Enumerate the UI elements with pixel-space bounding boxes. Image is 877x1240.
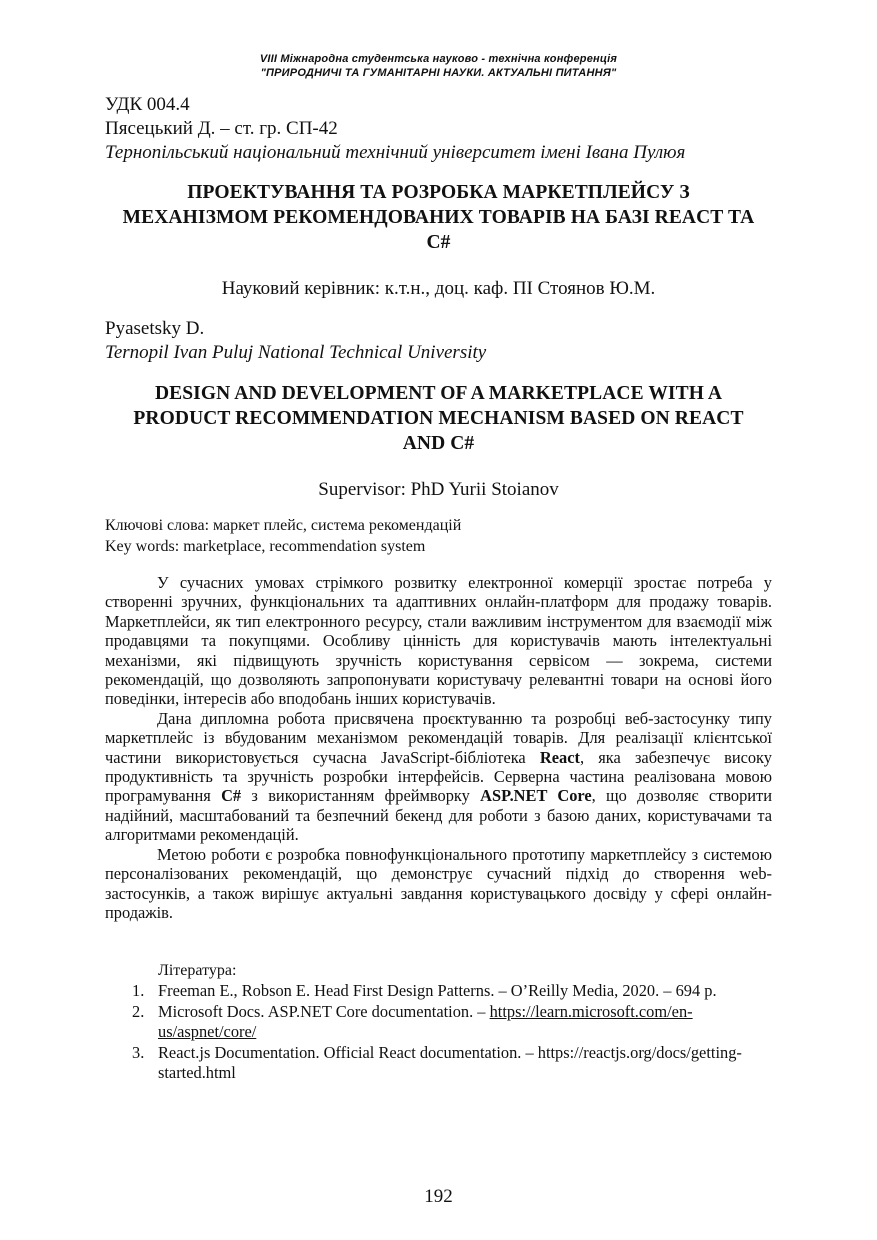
aspnet-term: ASP.NET Core [480,786,592,806]
title-ua-line: C# [426,232,451,253]
paragraph-2 [105,709,772,845]
csharp-term: C# [221,786,242,806]
paragraph-2-text: , що дозволяє створити надійний, масштабований та безпечний бекенд для роботи з базою даних, користувачами та алгоритмами рекомендацій. [105,786,772,845]
keywords-ua: Ключові слова: маркет плейс, система рекомендацій [105,517,462,534]
paragraph-3: Метою роботи є розробка повнофункціонального прототипу маркетплейсу з системою персоналізованих рекомендацій, що демонструє сучасний підхід до створення web-застосунків, а також вирішує актуальні завдання користувацького досвіду у сфері онлайн-продажів. [105,844,772,922]
paragraph-1: У сучасних умовах стрімкого розвитку електронної комерції зростає потреба у створенні зручних, функціональних та адаптивних онлайн-платформ для продажу товарів. Маркетплейси, як тип електронного ресурсу, стали важливим інструментом для взаємодії між продавцями та покупцями. Особливу цінність для користувачів мають інтелектуальні механізми, які підвищують зручність користування сервісом — зокрема, системи рекомендацій, що дозволяють запропонувати користувачу релевантні товари на основі його поведінки, інтересів або вподобань інших користувачів. [105,573,772,709]
university-ua: Тернопільський національний технічний університет імені Івана Пулюя [105,142,686,163]
reference-item [105,1002,772,1043]
reference-text: Microsoft Docs. ASP.NET Core documentation. – [158,1001,490,1021]
body-text [105,573,772,922]
reference-text: Freeman E., Robson E. Head First Design Patterns. – O’Reilly Media, 2020. – 694 p. [158,981,717,1000]
page-number: 192 [424,1186,453,1207]
author-ua: Пясецький Д. – ст. гр. СП-42 [105,118,338,139]
author-en: Pyasetsky D. [105,318,205,339]
conference-line-2: "ПРИРОДНИЧІ ТА ГУМАНІТАРНІ НАУКИ. АКТУАЛЬНІ ПИТАННЯ" [260,67,617,79]
references-list [105,981,772,1084]
supervisor-ua: Науковий керівник: к.т.н., доц. каф. ПІ Стоянов Ю.М. [221,278,656,299]
title-en-line: PRODUCT RECOMMENDATION MECHANISM BASED ON REACT [133,408,744,429]
react-term: React [539,747,580,767]
conference-header [0,52,877,80]
reference-number: 2. [132,1001,145,1021]
title-en-line: AND C# [402,433,475,454]
reference-item [105,1043,772,1084]
reference-item [105,981,772,1002]
supervisor-en: Supervisor: PhD Yurii Stoianov [318,479,559,500]
paragraph-2-text: , яка забезпечує високу продуктивність та зручність розробки інтерфейсів. Серверна частина реалізована мовою програмування [105,747,772,806]
reference-text: React.js Documentation. Official React documentation. – https://reactjs.org/docs/getting-started.html [158,1042,742,1082]
title-ua [100,180,777,255]
reference-link[interactable]: https://learn.microsoft.com/en-us/aspnet/core/ [158,1001,693,1041]
title-en [100,381,777,456]
conference-line-1: VIII Міжнародна студентська науково - технічна конференція [259,53,618,65]
paragraph-2-text: з використанням фреймворку [241,786,481,806]
paragraph-2-text: Дана дипломна робота присвячена проєктуванню та розробці веб-застосунку типу маркетплейс із вбудованим механізмом рекомендацій товарів. Для реалізації клієнтської частини використовується сучасна JavaScript-бібліотека [105,708,772,767]
reference-number: 1. [132,981,145,1000]
keywords-en: Key words: marketplace, recommendation system [105,538,426,555]
title-en-line: DESIGN AND DEVELOPMENT OF A MARKETPLACE WITH A [154,383,723,404]
reference-number: 3. [132,1042,145,1062]
title-ua-line: МЕХАНІЗМОМ РЕКОМЕНДОВАНИХ ТОВАРІВ НА БАЗІ REACT ТА [122,207,755,228]
university-en: Ternopil Ivan Puluj National Technical University [105,342,487,363]
references-heading: Література: [158,962,237,979]
udk-code: УДК 004.4 [105,94,190,115]
title-ua-line: ПРОЕКТУВАННЯ ТА РОЗРОБКА МАРКЕТПЛЕЙСУ З [187,182,690,203]
